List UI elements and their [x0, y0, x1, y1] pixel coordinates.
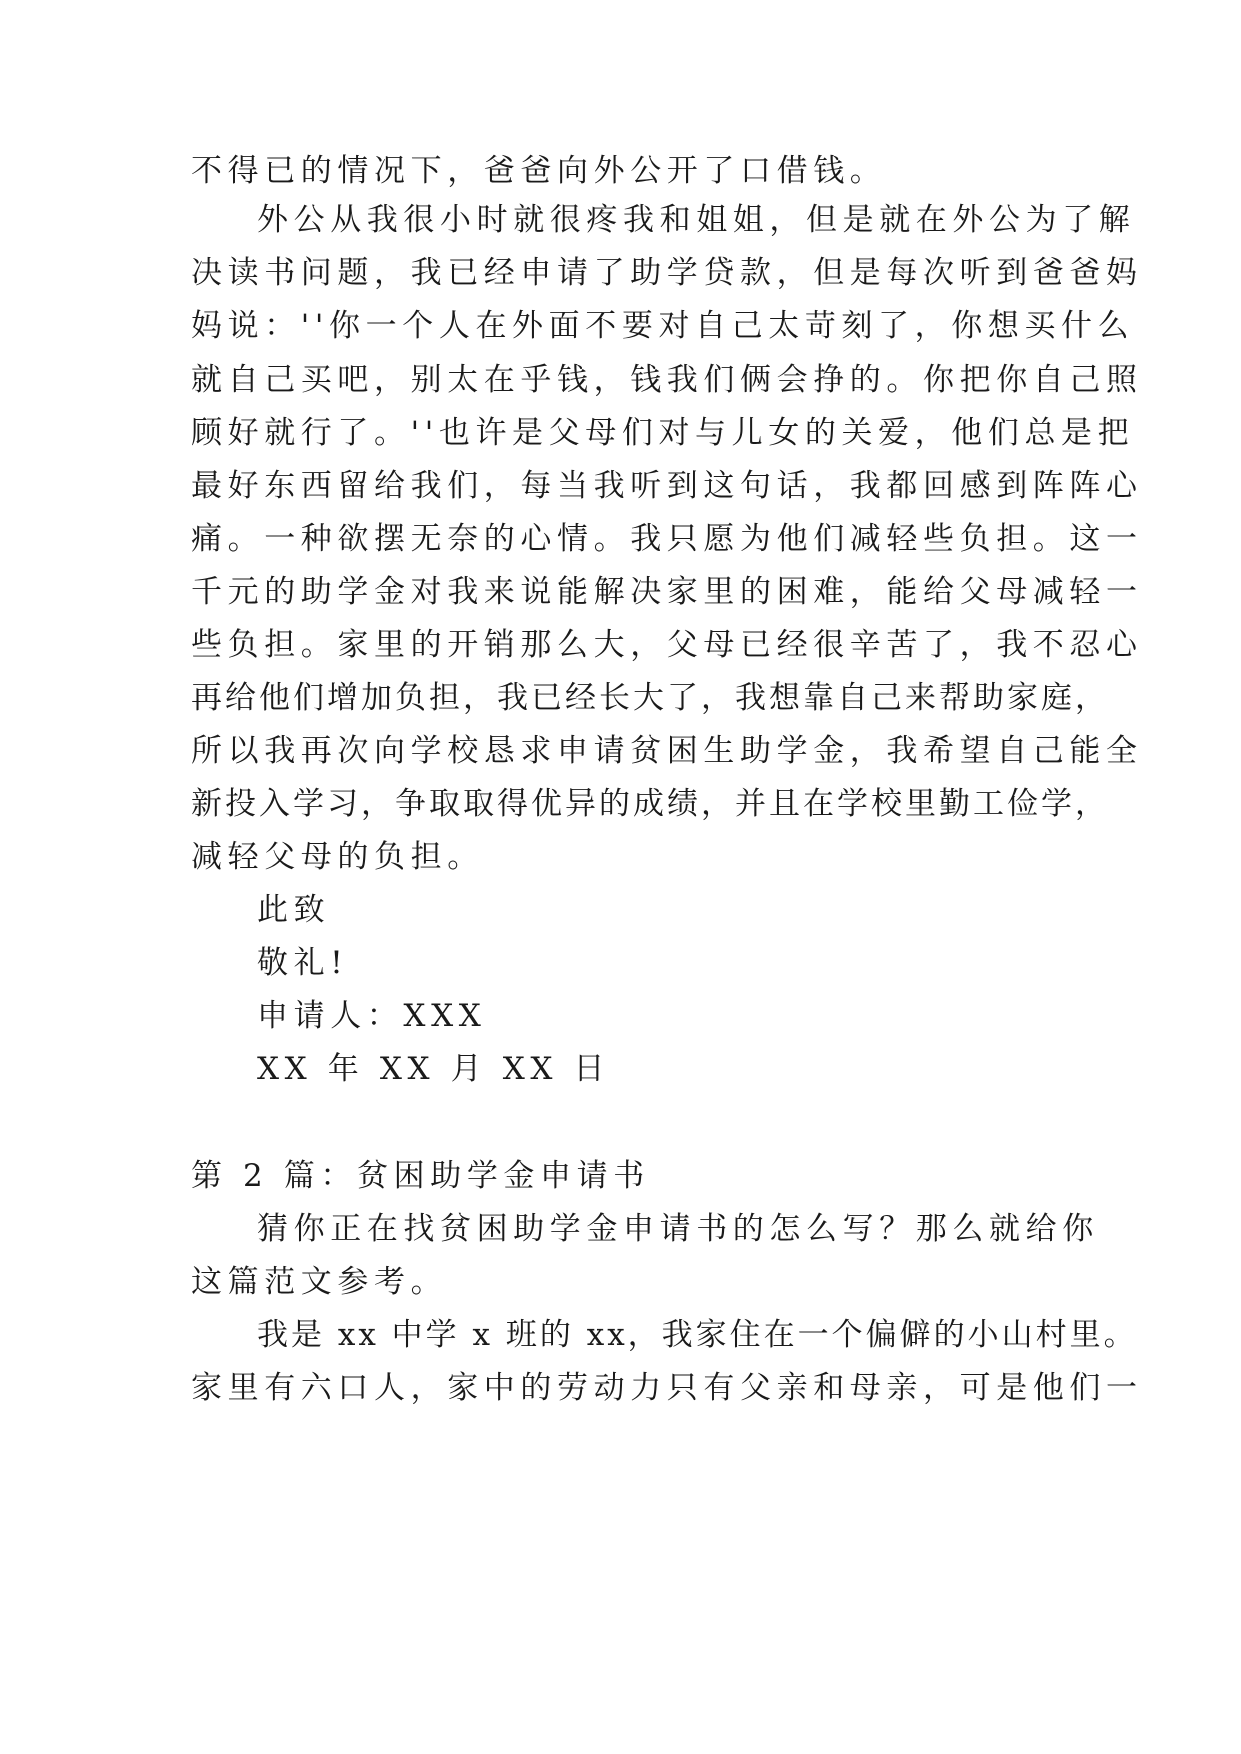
paragraph-line: 这篇范文参考。 — [191, 1264, 448, 1300]
paragraph-line: 千元的助学金对我来说能解决家里的困难，能给父母减轻一 — [191, 574, 1143, 610]
paragraph-line: 再给他们增加负担，我已经长大了，我想靠自己来帮助家庭， — [191, 680, 1109, 716]
paragraph-line: 决读书问题，我已经申请了助学贷款，但是每次听到爸爸妈 — [191, 255, 1143, 291]
paragraph-line: 些负担。家里的开销那么大，父母已经很辛苦了，我不忍心 — [191, 627, 1143, 663]
paragraph-line: 痛。一种欲摆无奈的心情。我只愿为他们减轻些负担。这一 — [191, 521, 1143, 557]
closing-salute: 此致 — [257, 892, 331, 928]
paragraph-line: 不得已的情况下，爸爸向外公开了口借钱。 — [191, 153, 887, 189]
paragraph-line: 最好东西留给我们，每当我听到这句话，我都回感到阵阵心 — [191, 468, 1143, 504]
paragraph-line: 猜你正在找贫困助学金申请书的怎么写？那么就给你 — [257, 1211, 1099, 1247]
paragraph-line: 减轻父母的负担。 — [191, 839, 484, 875]
paragraph-line: 外公从我很小时就很疼我和姐姐，但是就在外公为了解 — [257, 202, 1136, 238]
applicant-signature: 申请人：XXX — [257, 998, 487, 1034]
closing-regards: 敬礼! — [257, 945, 349, 981]
paragraph-line: 妈说：''你一个人在外面不要对自己太苛刻了，你想买什么 — [191, 308, 1135, 344]
paragraph-line: 我是 xx 中学 x 班的 xx，我家住在一个偏僻的小山村里。 — [257, 1317, 1138, 1353]
paragraph-line: 顾好就行了。''也许是父母们对与儿女的关爱，他们总是把 — [191, 415, 1135, 451]
paragraph-line: 所以我再次向学校恳求申请贫困生助学金，我希望自己能全 — [191, 733, 1143, 769]
paragraph-line: 新投入学习，争取取得优异的成绩，并且在学校里勤工俭学， — [191, 786, 1109, 822]
paragraph-line: 家里有六口人，家中的劳动力只有父亲和母亲，可是他们一 — [191, 1370, 1143, 1406]
application-date: XX 年 XX 月 XX 日 — [257, 1051, 611, 1087]
section-title: 第 2 篇：贫困助学金申请书 — [191, 1158, 650, 1194]
paragraph-line: 就自己买吧，别太在乎钱，钱我们俩会挣的。你把你自己照 — [191, 362, 1143, 398]
